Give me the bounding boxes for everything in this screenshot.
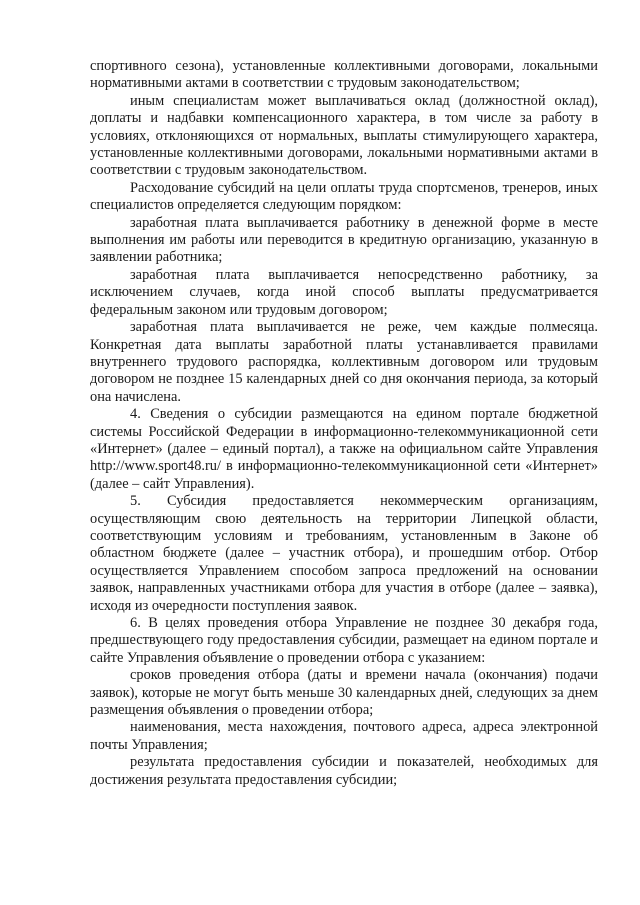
paragraph: результата предоставления субсидии и показателей, необходимых для достижения результата предоставления субсидии; bbox=[90, 754, 598, 788]
paragraph: 4. Сведения о субсидии размещаются на едином портале бюджетной системы Российской Федерации в информационно-телекоммуникационной сети «Интернет» (далее – единый портал), а также на официальном сайте Управления http://www.sport48.ru/ в информационно-телекоммуникационной сети «Интернет» (далее – сайт Управления). bbox=[90, 406, 598, 492]
paragraph: иным специалистам может выплачиваться оклад (должностной оклад), доплаты и надбавки компенсационного характера, в том числе за работу в условиях, отклоняющихся от нормальных, выплаты стимулирующего характера, установленные коллективными договорами, локальными нормативными актами в соответствии с трудовым законодательством. bbox=[90, 92, 598, 179]
paragraph: Расходование субсидий на цели оплаты труда спортсменов, тренеров, иных специалистов определяется следующим порядком: bbox=[90, 179, 598, 214]
document-page bbox=[90, 58, 598, 789]
paragraph: спортивного сезона), установленные коллективными договорами, локальными нормативными актами в соответствии с трудовым законодательством; bbox=[90, 58, 598, 92]
paragraph: 5. Субсидия предоставляется некоммерческим организациям, осуществляющим свою деятельность на территории Липецкой области, соответствующим условиям и требованиям, установленным в Законе об областном бюджете (далее – участник отбора), и прошедшим отбор. Отбор осуществляется Управлением способом запроса предложений на основании заявок, направленных участниками отбора для участия в отборе (далее – заявка), исходя из очередности поступления заявок. bbox=[90, 493, 598, 614]
paragraph: заработная плата выплачивается непосредственно работнику, за исключением случаев, когда иной способ выплаты предусматривается федеральным законом или трудовым договором; bbox=[90, 266, 598, 318]
paragraph: заработная плата выплачивается не реже, чем каждые полмесяца. Конкретная дата выплаты заработной платы устанавливается правилами внутреннего трудового распорядка, коллективным договором или трудовым договором не позднее 15 календарных дней со дня окончания периода, за который она начислена. bbox=[90, 319, 598, 405]
paragraph: сроков проведения отбора (даты и времени начала (окончания) подачи заявок), которые не могут быть меньше 30 календарных дней, следующих за днем размещения объявления о проведении отбора; bbox=[90, 667, 598, 719]
paragraph: наименования, места нахождения, почтового адреса, адреса электронной почты Управления; bbox=[90, 719, 598, 753]
paragraph: 6. В целях проведения отбора Управление не позднее 30 декабря года, предшествующего году предоставления субсидии, размещает на едином портале и сайте Управления объявление о проведении отбора с указанием: bbox=[90, 615, 598, 666]
paragraph: заработная плата выплачивается работнику в денежной форме в месте выполнения им работы или переводится в кредитную организацию, указанную в заявлении работника; bbox=[90, 214, 598, 266]
